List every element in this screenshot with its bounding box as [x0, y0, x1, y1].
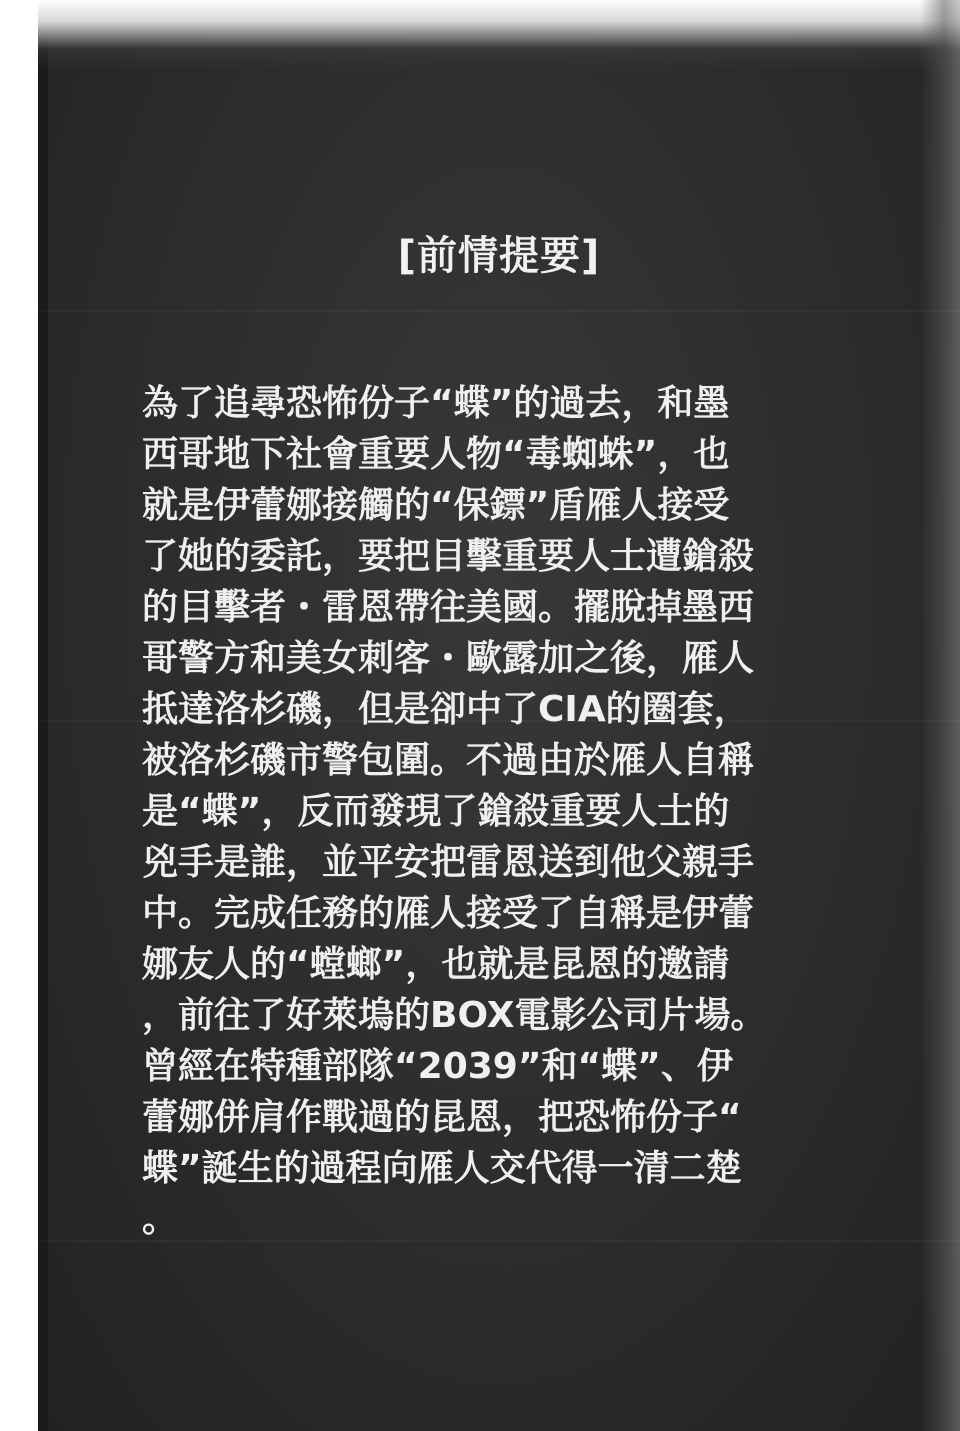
panel-right-edge: [920, 0, 960, 1431]
synopsis-line: 。: [142, 1199, 179, 1240]
synopsis-line: 哥警方和美女刺客・歐露加之後，雁人: [142, 638, 755, 679]
synopsis-line: 了她的委託，要把目擊重要人士遭鎗殺: [142, 536, 755, 577]
dark-panel: [38, 0, 960, 1431]
panel-torn-top-edge: [38, 0, 960, 70]
scan-streak: [38, 310, 960, 312]
synopsis-line: 是“蝶”，反而發現了鎗殺重要人士的: [142, 791, 730, 832]
synopsis-line: 西哥地下社會重要人物“毒蜘蛛”，也: [142, 434, 730, 475]
panel-left-edge: [38, 0, 48, 1431]
synopsis-line: 被洛杉磯市警包圍。不過由於雁人自稱: [142, 740, 755, 781]
synopsis-line: 蝶”誕生的過程向雁人交代得一清二楚: [142, 1148, 742, 1189]
synopsis-text: [142, 378, 802, 1245]
synopsis-line: 中。完成任務的雁人接受了自稱是伊蕾: [142, 893, 755, 934]
synopsis-line: 兇手是誰，並平安把雷恩送到他父親手: [142, 842, 755, 883]
synopsis-line: ，前往了好萊塢的BOX電影公司片場。: [142, 995, 767, 1036]
synopsis-line: 蕾娜併肩作戰過的昆恩，把恐怖份子“: [142, 1097, 742, 1138]
page-title: [前情提要]: [397, 233, 601, 279]
synopsis-line: 為了追尋恐怖份子“蝶”的過去，和墨: [142, 383, 730, 424]
synopsis-line: 的目擊者・雷恩帶往美國。擺脫掉墨西: [142, 587, 755, 628]
synopsis-line: 曾經在特種部隊“2039”和“蝶”、伊: [142, 1046, 733, 1087]
synopsis-line: 抵達洛杉磯，但是卻中了CIA的圈套，: [142, 689, 750, 730]
synopsis-line: 就是伊蕾娜接觸的“保鏢”盾雁人接受: [142, 485, 730, 526]
synopsis-line: 娜友人的“螳螂”，也就是昆恩的邀請: [142, 944, 730, 985]
